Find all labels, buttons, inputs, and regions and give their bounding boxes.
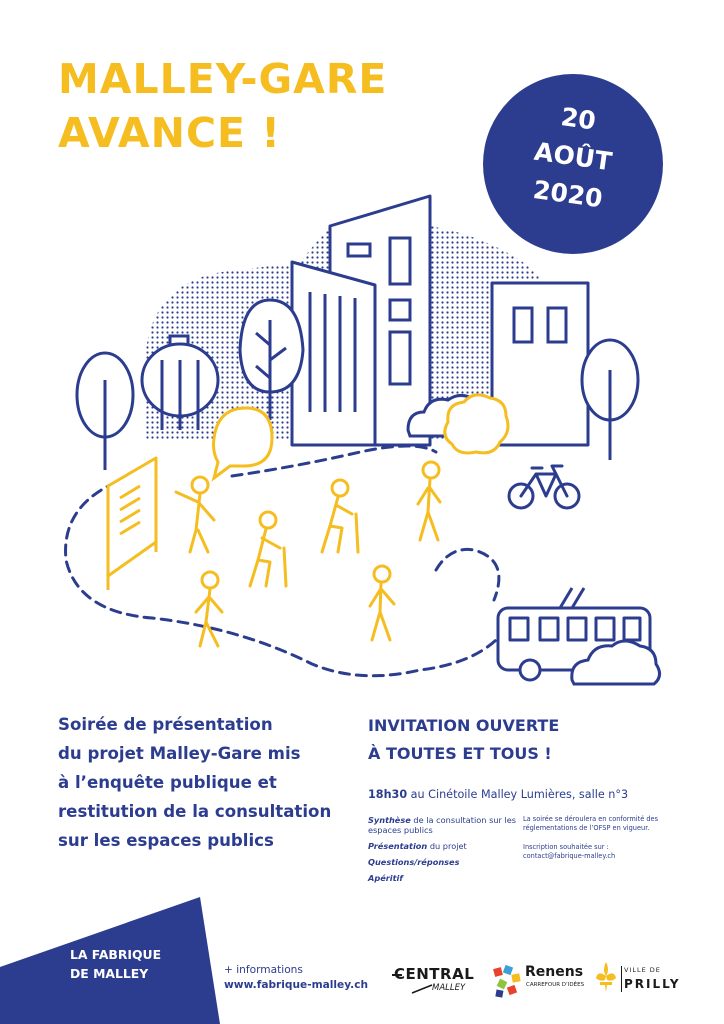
event-time-place: [368, 788, 628, 801]
malley-wordmark: MALLEY: [432, 983, 466, 993]
headline-line-2: AVANCE !: [58, 109, 282, 157]
invitation-heading: [368, 712, 559, 768]
prilly-wordmark: PRILLY: [624, 977, 681, 991]
dashed-path-3: [436, 549, 499, 600]
signup-label: Inscription souhaitée sur :: [523, 843, 609, 851]
headline-line-1: MALLEY-GARE: [58, 55, 388, 103]
central-wordmark: CENTRAL: [394, 965, 475, 983]
description-line: du projet Malley-Gare mis: [58, 744, 301, 763]
signup-note: [523, 843, 703, 861]
invitation-line-2: À TOUTES ET TOUS !: [368, 744, 552, 763]
date-day: 20: [559, 102, 598, 136]
bicycle: [509, 466, 579, 508]
headline: [58, 52, 387, 160]
renens-logo: [492, 962, 592, 1002]
fabrique-line-2: DE MALLEY: [70, 966, 149, 981]
info-label: + informations: [224, 964, 303, 976]
description-line: à l’enquête publique et: [58, 773, 277, 792]
people: [176, 462, 440, 646]
program-item: Synthèse de la consultation sur les espaces publics: [368, 815, 517, 835]
notice-board: [108, 458, 156, 590]
event-place: au Cinétoile Malley Lumières, salle n°3: [410, 788, 629, 801]
renens-emblem-icon: [492, 964, 524, 1000]
event-notes: [523, 815, 703, 871]
event-description: [58, 710, 331, 855]
conformity-note: La soirée se déroulera en conformité des réglementations de l’OFSP en vigueur.: [523, 815, 659, 832]
fabrique-line-1: LA FABRIQUE: [70, 947, 162, 962]
central-malley-logo: [392, 963, 482, 999]
renens-wordmark: Renens: [525, 964, 584, 980]
more-info: [224, 963, 368, 993]
signup-email[interactable]: contact@fabrique-malley.ch: [523, 852, 616, 860]
city-illustration: [0, 180, 724, 700]
description-line: sur les espaces publics: [58, 831, 274, 850]
prilly-logo: [594, 960, 681, 1000]
description-line: Soirée de présentation: [58, 715, 273, 734]
fleur-de-lis-icon: [594, 960, 618, 996]
renens-tagline: CARREFOUR D’IDÉES: [526, 982, 585, 988]
program-list: [368, 815, 518, 889]
yellow-bush: [445, 395, 508, 453]
description-line: restitution de la consultation: [58, 802, 332, 821]
speech-bubble: [214, 408, 273, 478]
event-time: 18h30: [368, 788, 408, 801]
date-month: AOÛT: [532, 136, 614, 177]
program-item: Présentation du projet: [368, 841, 467, 851]
date-year: 2020: [531, 174, 605, 214]
prilly-ville-label: VILLE DE: [624, 966, 661, 974]
invitation-line-1: INVITATION OUVERTE: [368, 716, 560, 735]
program-item: Apéritif: [368, 873, 403, 883]
website-link[interactable]: www.fabrique-malley.ch: [224, 979, 369, 991]
program-item: Questions/réponses: [368, 857, 460, 867]
fabrique-logo: [0, 897, 220, 1024]
